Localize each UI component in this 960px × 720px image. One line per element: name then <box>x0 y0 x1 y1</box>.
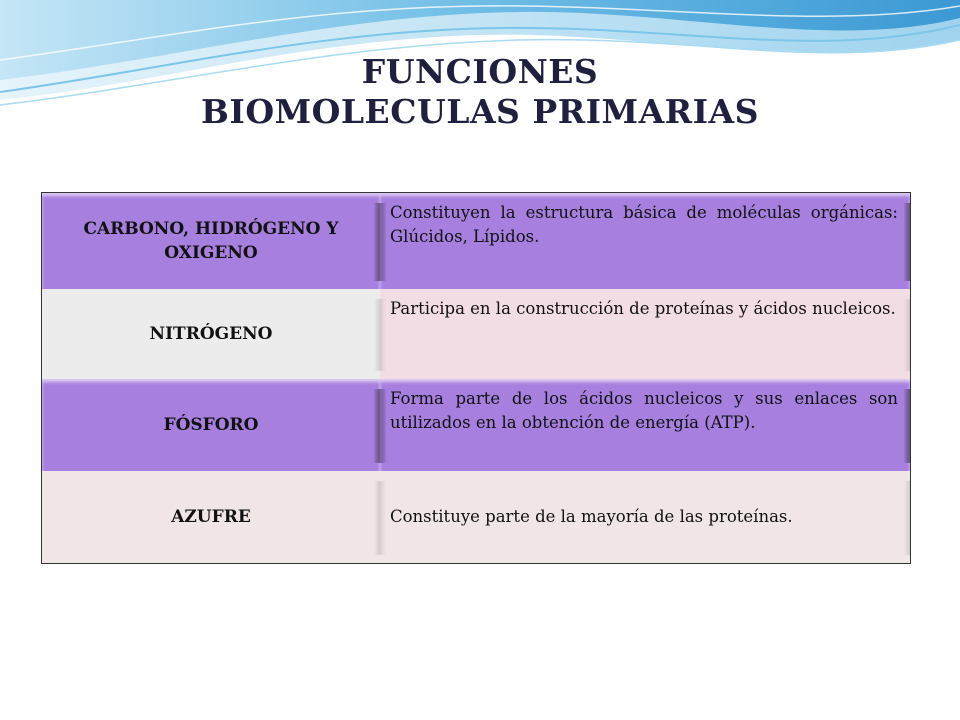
element-cell <box>42 379 380 471</box>
function-text: Constituyen la estructura básica de moléculas orgánicas: Glúcidos, Lípidos. <box>390 203 898 246</box>
function-cell <box>380 471 910 563</box>
function-text: Constituye parte de la mayoría de las proteínas. <box>390 507 793 526</box>
element-cell <box>42 471 380 563</box>
table-row <box>42 471 910 563</box>
element-cell <box>42 289 380 379</box>
table-row <box>42 379 910 471</box>
function-cell <box>380 379 910 471</box>
element-label: NITRÓGENO <box>149 324 273 344</box>
function-text: Participa en la construcción de proteínas y ácidos nucleicos. <box>390 299 896 318</box>
element-label: FÓSFORO <box>163 415 259 435</box>
element-cell <box>42 193 380 289</box>
function-cell <box>380 289 910 379</box>
element-label: CARBONO, HIDRÓGENO Y OXIGENO <box>83 219 339 263</box>
slide-title <box>0 52 960 132</box>
table-row <box>42 289 910 379</box>
function-cell <box>380 193 910 289</box>
slide-title-line2: BIOMOLECULAS PRIMARIAS <box>201 92 759 131</box>
element-label: AZUFRE <box>171 507 251 527</box>
table-row <box>42 193 910 289</box>
functions-table <box>41 192 911 564</box>
function-text: Forma parte de los ácidos nucleicos y sus enlaces son utilizados en la obtención de energía (ATP). <box>390 389 898 432</box>
slide-title-line1: FUNCIONES <box>361 52 599 91</box>
